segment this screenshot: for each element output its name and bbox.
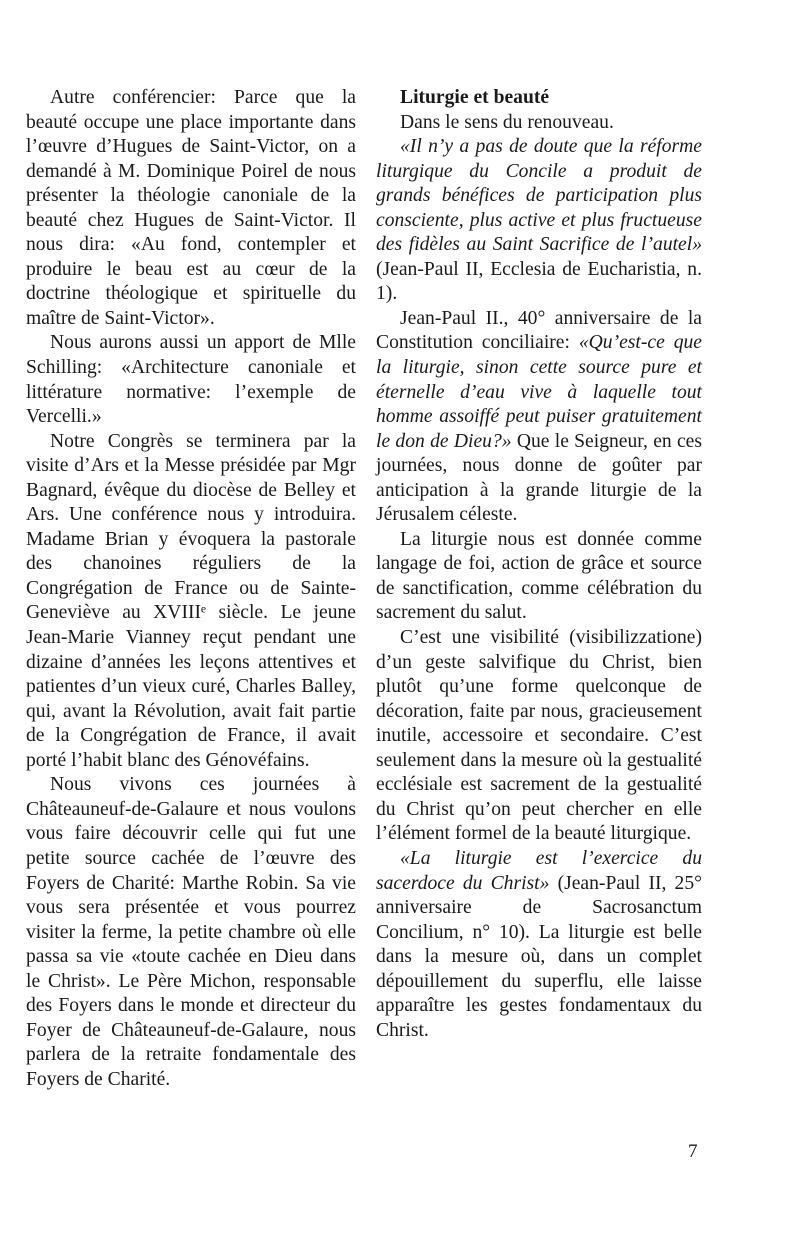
paragraph: C’est une visibilité (visibilizzatione) d’un geste salvifique du Christ, bien plutôt qu’une forme quelconque de décoration, faite par nous, gracieusement inutile, accessoire et secondaire. C’est seulement dans la mesure où la gestualité ecclésiale est sacrement de la gestualité du Christ qu’on peut chercher en elle l’élément formel de la beauté liturgique.	[376, 627, 702, 845]
citation: (Jean-Paul II, 25° anniversaire de Sacrosanctum Concilium, n° 10). La liturgie est belle dans la mesure où, dans un complet dépouillement du superflu, elle laisse apparaître les gestes fondamentaux du Christ.	[376, 872, 702, 1041]
paragraph: Notre Congrès se terminera par la visite d’Ars et la Messe présidée par Mgr Bagnard, évêque du diocèse de Belley et Ars. Une conférence nous y introduira. Madame Brian y évoquera la pastorale des chanoines réguliers de la Congrégation de France ou de Sainte-Geneviève au XVIIIᵉ siècle. Le jeune Jean-Marie Vianney reçut pendant une dizaine d’années les leçons attentives et patientes d’un vieux curé, Charles Balley, qui, avant la Révolution, avait fait partie de la Congrégation de France, il avait porté l’habit blanc des Génovéfains.	[26, 430, 356, 771]
paragraph-text: Jean-Paul II., 40° anniversaire de la Constitution conciliaire:	[376, 307, 702, 354]
paragraph: Autre conférencier: Parce que la beauté occupe une place importante dans l’œuvre d’Hugues de Saint-Victor, on a demandé à M. Dominique Poirel de nous présenter la théologie canoniale de la beauté chez Hugues de Saint-Victor. Il nous dira: «Au fond, contempler et produire le beau est au cœur de la doctrine théologique et spirituelle du maître de Saint-Victor».	[26, 87, 356, 329]
paragraph	[376, 847, 702, 1043]
right-column	[376, 86, 702, 1043]
left-column	[26, 86, 356, 1092]
paragraph: Dans le sens du renouveau.	[400, 111, 614, 133]
page-number: 7	[688, 1141, 698, 1162]
quote: «Qu’est-ce que la liturgie, sinon cette source pure et éternelle d’eau vive à laquelle tout homme assoiffé peut puiser gratuitement le don de Dieu?»	[376, 332, 702, 452]
quote: «La liturgie est l’exercice du sacerdoce du Christ»	[376, 847, 702, 894]
paragraph	[376, 307, 702, 528]
section-heading: Liturgie et beauté	[400, 87, 550, 108]
paragraph	[376, 135, 702, 307]
quote: «Il n’y a pas de doute que la réforme liturgique du Concile a produit de grands bénéfices de participation plus consciente, plus active et plus fructueuse des fidèles au Saint Sacrifice de l’autel»	[376, 136, 702, 256]
paragraph-text: Que le Seigneur, en ces journées, nous donne de goûter par anticipation à la grande liturgie de la Jérusalem céleste.	[376, 430, 702, 526]
paragraph: Nous vivons ces journées à Châteauneuf-de-Galaure et nous voulons vous faire découvrir celle qui fut une petite source cachée de l’œuvre des Foyers de Charité: Marthe Robin. Sa vie vous sera présentée et vous pourrez visiter la ferme, la petite chambre où elle passa sa vie «toute cachée en Dieu dans le Christ». Le Père Michon, responsable des Foyers dans le monde et directeur du Foyer de Châteauneuf-de-Galaure, nous parlera de la retraite fondamentale des Foyers de Charité.	[26, 774, 356, 1090]
paragraph: La liturgie nous est donnée comme langage de foi, action de grâce et source de sanctification, comme célébration du sacrement du salut.	[376, 528, 702, 624]
citation: (Jean-Paul II, Ecclesia de Eucharistia, n. 1).	[376, 258, 702, 305]
paragraph: Nous aurons aussi un apport de Mlle Schilling: «Architecture canoniale et littérature normative: l’exemple de Vercelli.»	[26, 332, 356, 428]
